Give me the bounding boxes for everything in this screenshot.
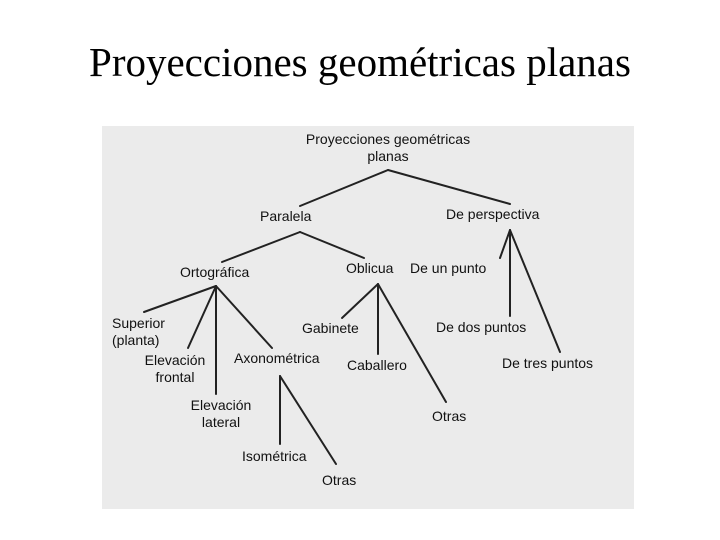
edge-perspectiva-unpunto bbox=[500, 230, 510, 258]
edge-paralela-oblicua bbox=[300, 232, 364, 258]
tree-connectors bbox=[102, 126, 634, 509]
node-elevacion-lateral-line1: Elevación bbox=[190, 397, 252, 413]
edge-root-perspectiva bbox=[388, 170, 510, 204]
node-perspectiva: De perspectiva bbox=[446, 206, 540, 222]
edge-paralela-ortografica bbox=[222, 232, 300, 262]
node-elevacion-frontal bbox=[138, 352, 212, 386]
node-caballero: Caballero bbox=[347, 357, 407, 373]
node-otras-axonometrica: Otras bbox=[322, 472, 357, 488]
node-elevacion-lateral bbox=[184, 397, 258, 431]
node-root bbox=[280, 131, 496, 165]
node-oblicua: Oblicua bbox=[346, 260, 394, 276]
slide-title: Proyecciones geométricas planas bbox=[89, 39, 631, 85]
node-ortografica: Ortográfica bbox=[180, 264, 250, 280]
node-gabinete: Gabinete bbox=[302, 320, 359, 336]
node-un-punto: De un punto bbox=[410, 260, 487, 276]
edge-oblicua-otras bbox=[378, 284, 446, 402]
node-axonometrica: Axonométrica bbox=[234, 350, 320, 366]
node-elevacion-frontal-line2: frontal bbox=[155, 369, 195, 385]
node-tres-puntos: De tres puntos bbox=[502, 355, 594, 371]
edge-root-paralela bbox=[300, 170, 388, 206]
diagram-image bbox=[102, 126, 634, 509]
node-superior bbox=[112, 315, 165, 349]
node-root-line2: planas bbox=[367, 148, 409, 164]
node-paralela: Paralela bbox=[260, 208, 312, 224]
node-root-line1: Proyecciones geométricas bbox=[305, 131, 471, 147]
node-dos-puntos: De dos puntos bbox=[436, 319, 527, 335]
node-superior-line2: (planta) bbox=[112, 332, 160, 348]
node-otras-oblicua: Otras bbox=[432, 408, 467, 424]
node-elevacion-lateral-line2: lateral bbox=[201, 414, 241, 430]
node-isometrica: Isométrica bbox=[242, 448, 307, 464]
edge-ortografica-axonometrica bbox=[216, 286, 272, 348]
edge-oblicua-gabinete bbox=[342, 284, 378, 318]
node-elevacion-frontal-line1: Elevación bbox=[144, 352, 206, 368]
node-superior-line1: Superior bbox=[112, 315, 165, 331]
